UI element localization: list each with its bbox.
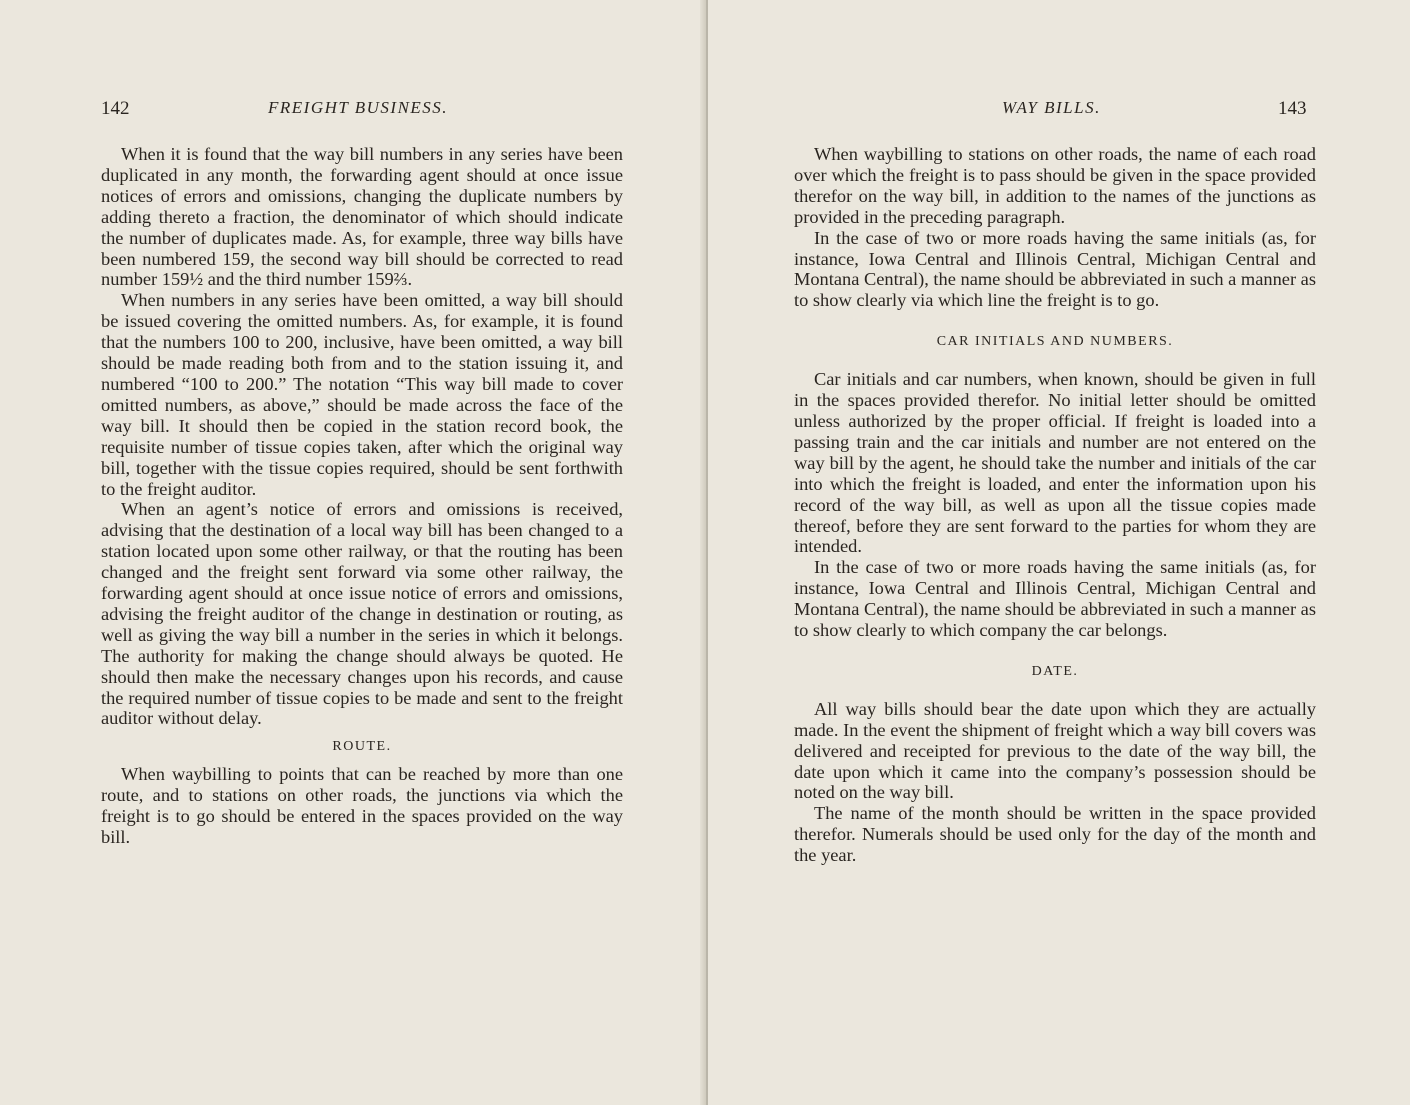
paragraph: When waybilling to points that can be reached by more than one route, and to stations on other roads, the junctions via which the freight is to go should be entered in the spaces provided on the way bill.	[101, 764, 623, 847]
page-number: 142	[101, 98, 130, 119]
right-page	[708, 0, 1410, 1105]
running-head: FREIGHT BUSINESS.	[268, 98, 449, 117]
paragraph: When waybilling to stations on other roads, the name of each road over which the freight is to pass should be given in the space provided therefor on the way bill, in addition to the names of the junctions as provided in the preceding paragraph.	[794, 144, 1316, 227]
text-column	[794, 144, 1316, 866]
section-heading-route: ROUTE.	[332, 739, 392, 755]
paragraph: The name of the month should be written in the space provided therefor. Numerals should be used only for the day of the month and the year.	[794, 803, 1316, 866]
section-heading-car-initials: CAR INITIALS AND NUMBERS.	[936, 334, 1174, 350]
paragraph: When it is found that the way bill numbers in any series have been duplicated in any month, the forwarding agent should at once issue notices of errors and omissions, changing the duplicate numbers by adding thereto a fraction, the denominator of which should indicate the number of duplicates made. As, for example, three way bills have been numbered 159, the second way bill should be corrected to read number 159½ and the third number 159⅔.	[101, 144, 623, 290]
page-number: 143	[1278, 98, 1307, 119]
paragraph: Car initials and car numbers, when known, should be given in full in the spaces provided therefor. No initial letter should be omitted unless authorized by the proper official. If freight is loaded into a passing train and the car initials and number are not entered on the way bill by the agent, he should take the number and initials of the car into which the freight is loaded, and enter the information upon his record of the way bill, as well as upon all the tissue copies made thereof, before they are sent forward to the parties for whom they are intended.	[794, 369, 1316, 557]
paragraph: When an agent’s notice of errors and omissions is received, advising that the destination of a local way bill has been changed to a station located upon some other railway, or that the routing has been changed and the freight sent forward via some other railway, the forwarding agent should at once issue notice of errors and omissions, advising the freight auditor of the change in destination or routing, as well as giving the way bill a number in the series in which it belongs. The authority for making the change should always be quoted. He should then make the necessary changes upon his records, and cause the required number of tissue copies to be made and sent to the freight auditor without delay.	[101, 499, 623, 729]
running-head: WAY BILLS.	[1002, 98, 1101, 117]
paragraph: When numbers in any series have been omitted, a way bill should be issued covering the omitted numbers. As, for example, it is found that the numbers 100 to 200, inclusive, have been omitted, a way bill should be made reading both from and to the station issuing it, and numbered “100 to 200.” The notation “This way bill made to cover omitted numbers, as above,” should be made across the face of the way bill. It should then be copied in the station record book, the requisite number of tissue copies taken, after which the original way bill, together with the tissue copies required, should be sent forthwith to the freight auditor.	[101, 290, 623, 499]
section-heading-date: DATE.	[1031, 663, 1079, 679]
paragraph: In the case of two or more roads having the same initials (as, for instance, Iowa Central and Illinois Central, Michigan Central and Montana Central), the name should be abbreviated in such a manner as to show clearly to which company the car belongs.	[794, 557, 1316, 641]
paragraph: In the case of two or more roads having the same initials (as, for instance, Iowa Central and Illinois Central, Michigan Central and Montana Central), the name should be abbreviated in such a manner as to show clearly via which line the freight is to go.	[794, 227, 1316, 311]
paragraph: All way bills should bear the date upon which they are actually made. In the event the shipment of freight which a way bill covers was delivered and receipted for previous to the date of the way bill, the date upon which it came into the company’s possession should be noted on the way bill.	[794, 698, 1316, 803]
text-column	[101, 144, 623, 848]
